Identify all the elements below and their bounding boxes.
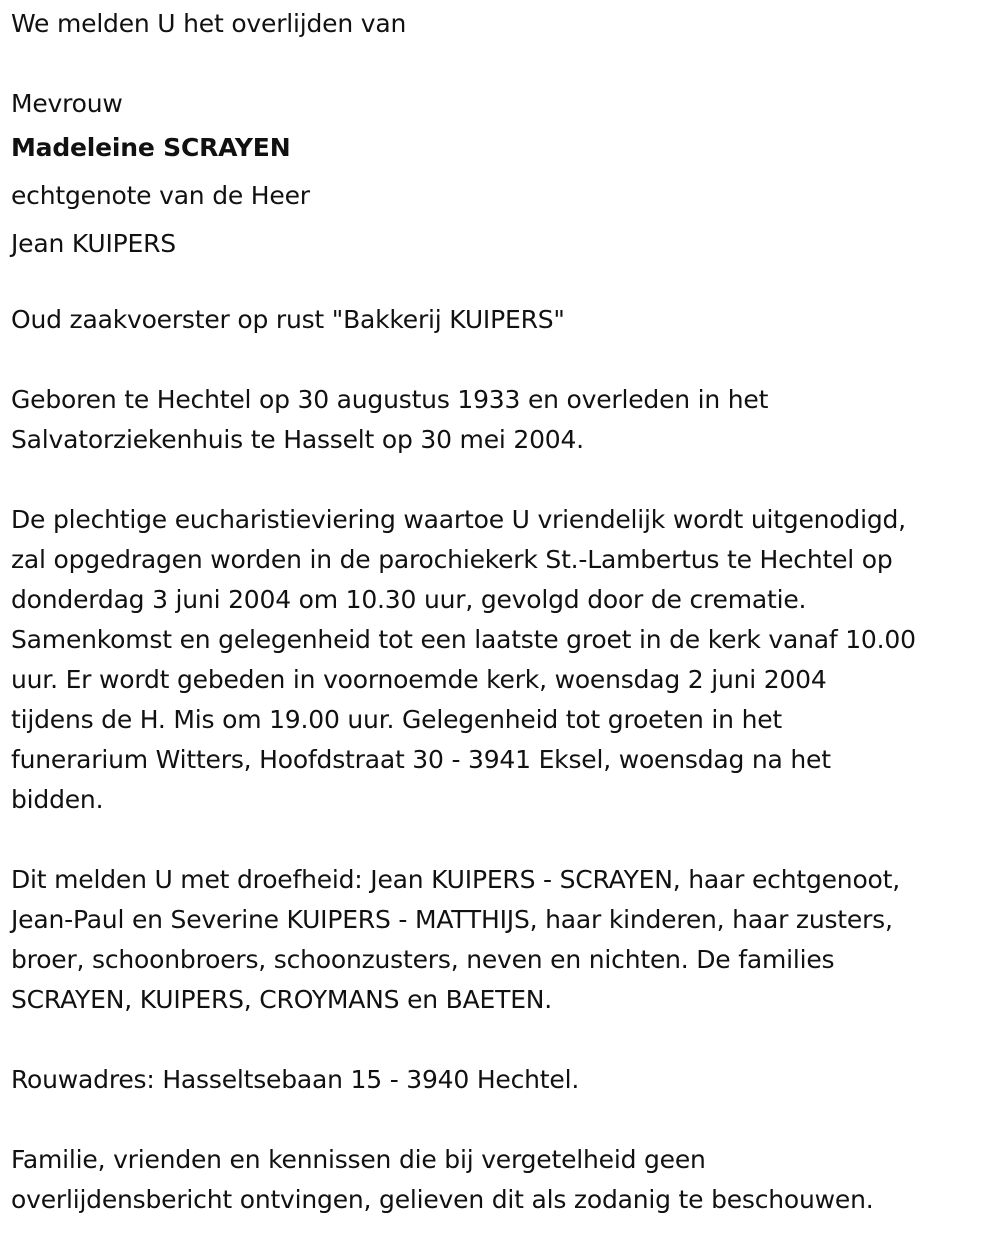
text-line: donderdag 3 juni 2004 om 10.30 uur, gevolgd door de crematie. xyxy=(11,585,807,614)
text-line: De plechtige eucharistieviering waartoe U vriendelijk wordt uitgenodigd, xyxy=(11,505,906,534)
title-text: Mevrouw xyxy=(11,89,123,118)
text-line: SCRAYEN, KUIPERS, CROYMANS en BAETEN. xyxy=(11,985,553,1014)
ceremony-paragraph xyxy=(11,500,996,820)
birth-death-paragraph xyxy=(11,380,996,460)
text-line: overlijdensbericht ontvingen, gelieven dit als zodanig te beschouwen. xyxy=(11,1185,874,1214)
text-line: Salvatorziekenhuis te Hasselt op 30 mei 2004. xyxy=(11,425,584,454)
text-line: tijdens de H. Mis om 19.00 uur. Gelegenheid tot groeten in het xyxy=(11,705,782,734)
text-line: uur. Er wordt gebeden in voornoemde kerk, woensdag 2 juni 2004 xyxy=(11,665,827,694)
text-line: Familie, vrienden en kennissen die bij vergetelheid geen xyxy=(11,1145,706,1174)
intro-text: We melden U het overlijden van xyxy=(11,9,407,38)
text-line: zal opgedragen worden in de parochiekerk St.-Lambertus te Hechtel op xyxy=(11,545,893,574)
text-line: broer, schoonbroers, schoonzusters, neven en nichten. De families xyxy=(11,945,835,974)
relation-text: echtgenote van de Heer xyxy=(11,181,310,210)
spacer xyxy=(11,1100,996,1140)
closing-paragraph xyxy=(11,1140,996,1220)
spouse-name: Jean KUIPERS xyxy=(11,229,176,258)
death-notice xyxy=(11,4,996,1220)
occupation-text: Oud zaakvoerster op rust "Bakkerij KUIPERS" xyxy=(11,305,565,334)
text-line: Jean-Paul en Severine KUIPERS - MATTHIJS, haar kinderen, haar zusters, xyxy=(11,905,893,934)
text-line: Dit melden U met droefheid: Jean KUIPERS - SCRAYEN, haar echtgenoot, xyxy=(11,865,900,894)
text-line: Samenkomst en gelegenheid tot een laatste groet in de kerk vanaf 10.00 xyxy=(11,625,916,654)
spacer xyxy=(11,268,996,300)
spacer xyxy=(11,1020,996,1060)
deceased-name: Madeleine SCRAYEN xyxy=(11,133,291,162)
spacer xyxy=(11,460,996,500)
spacer xyxy=(11,44,996,84)
text-line: bidden. xyxy=(11,785,104,814)
address-text: Rouwadres: Hasseltsebaan 15 - 3940 Hechtel. xyxy=(11,1065,580,1094)
text-line: funerarium Witters, Hoofdstraat 30 - 3941 Eksel, woensdag na het xyxy=(11,745,831,774)
spacer xyxy=(11,820,996,860)
text-line: Geboren te Hechtel op 30 augustus 1933 en overleden in het xyxy=(11,385,769,414)
spacer xyxy=(11,340,996,380)
family-paragraph xyxy=(11,860,996,1020)
